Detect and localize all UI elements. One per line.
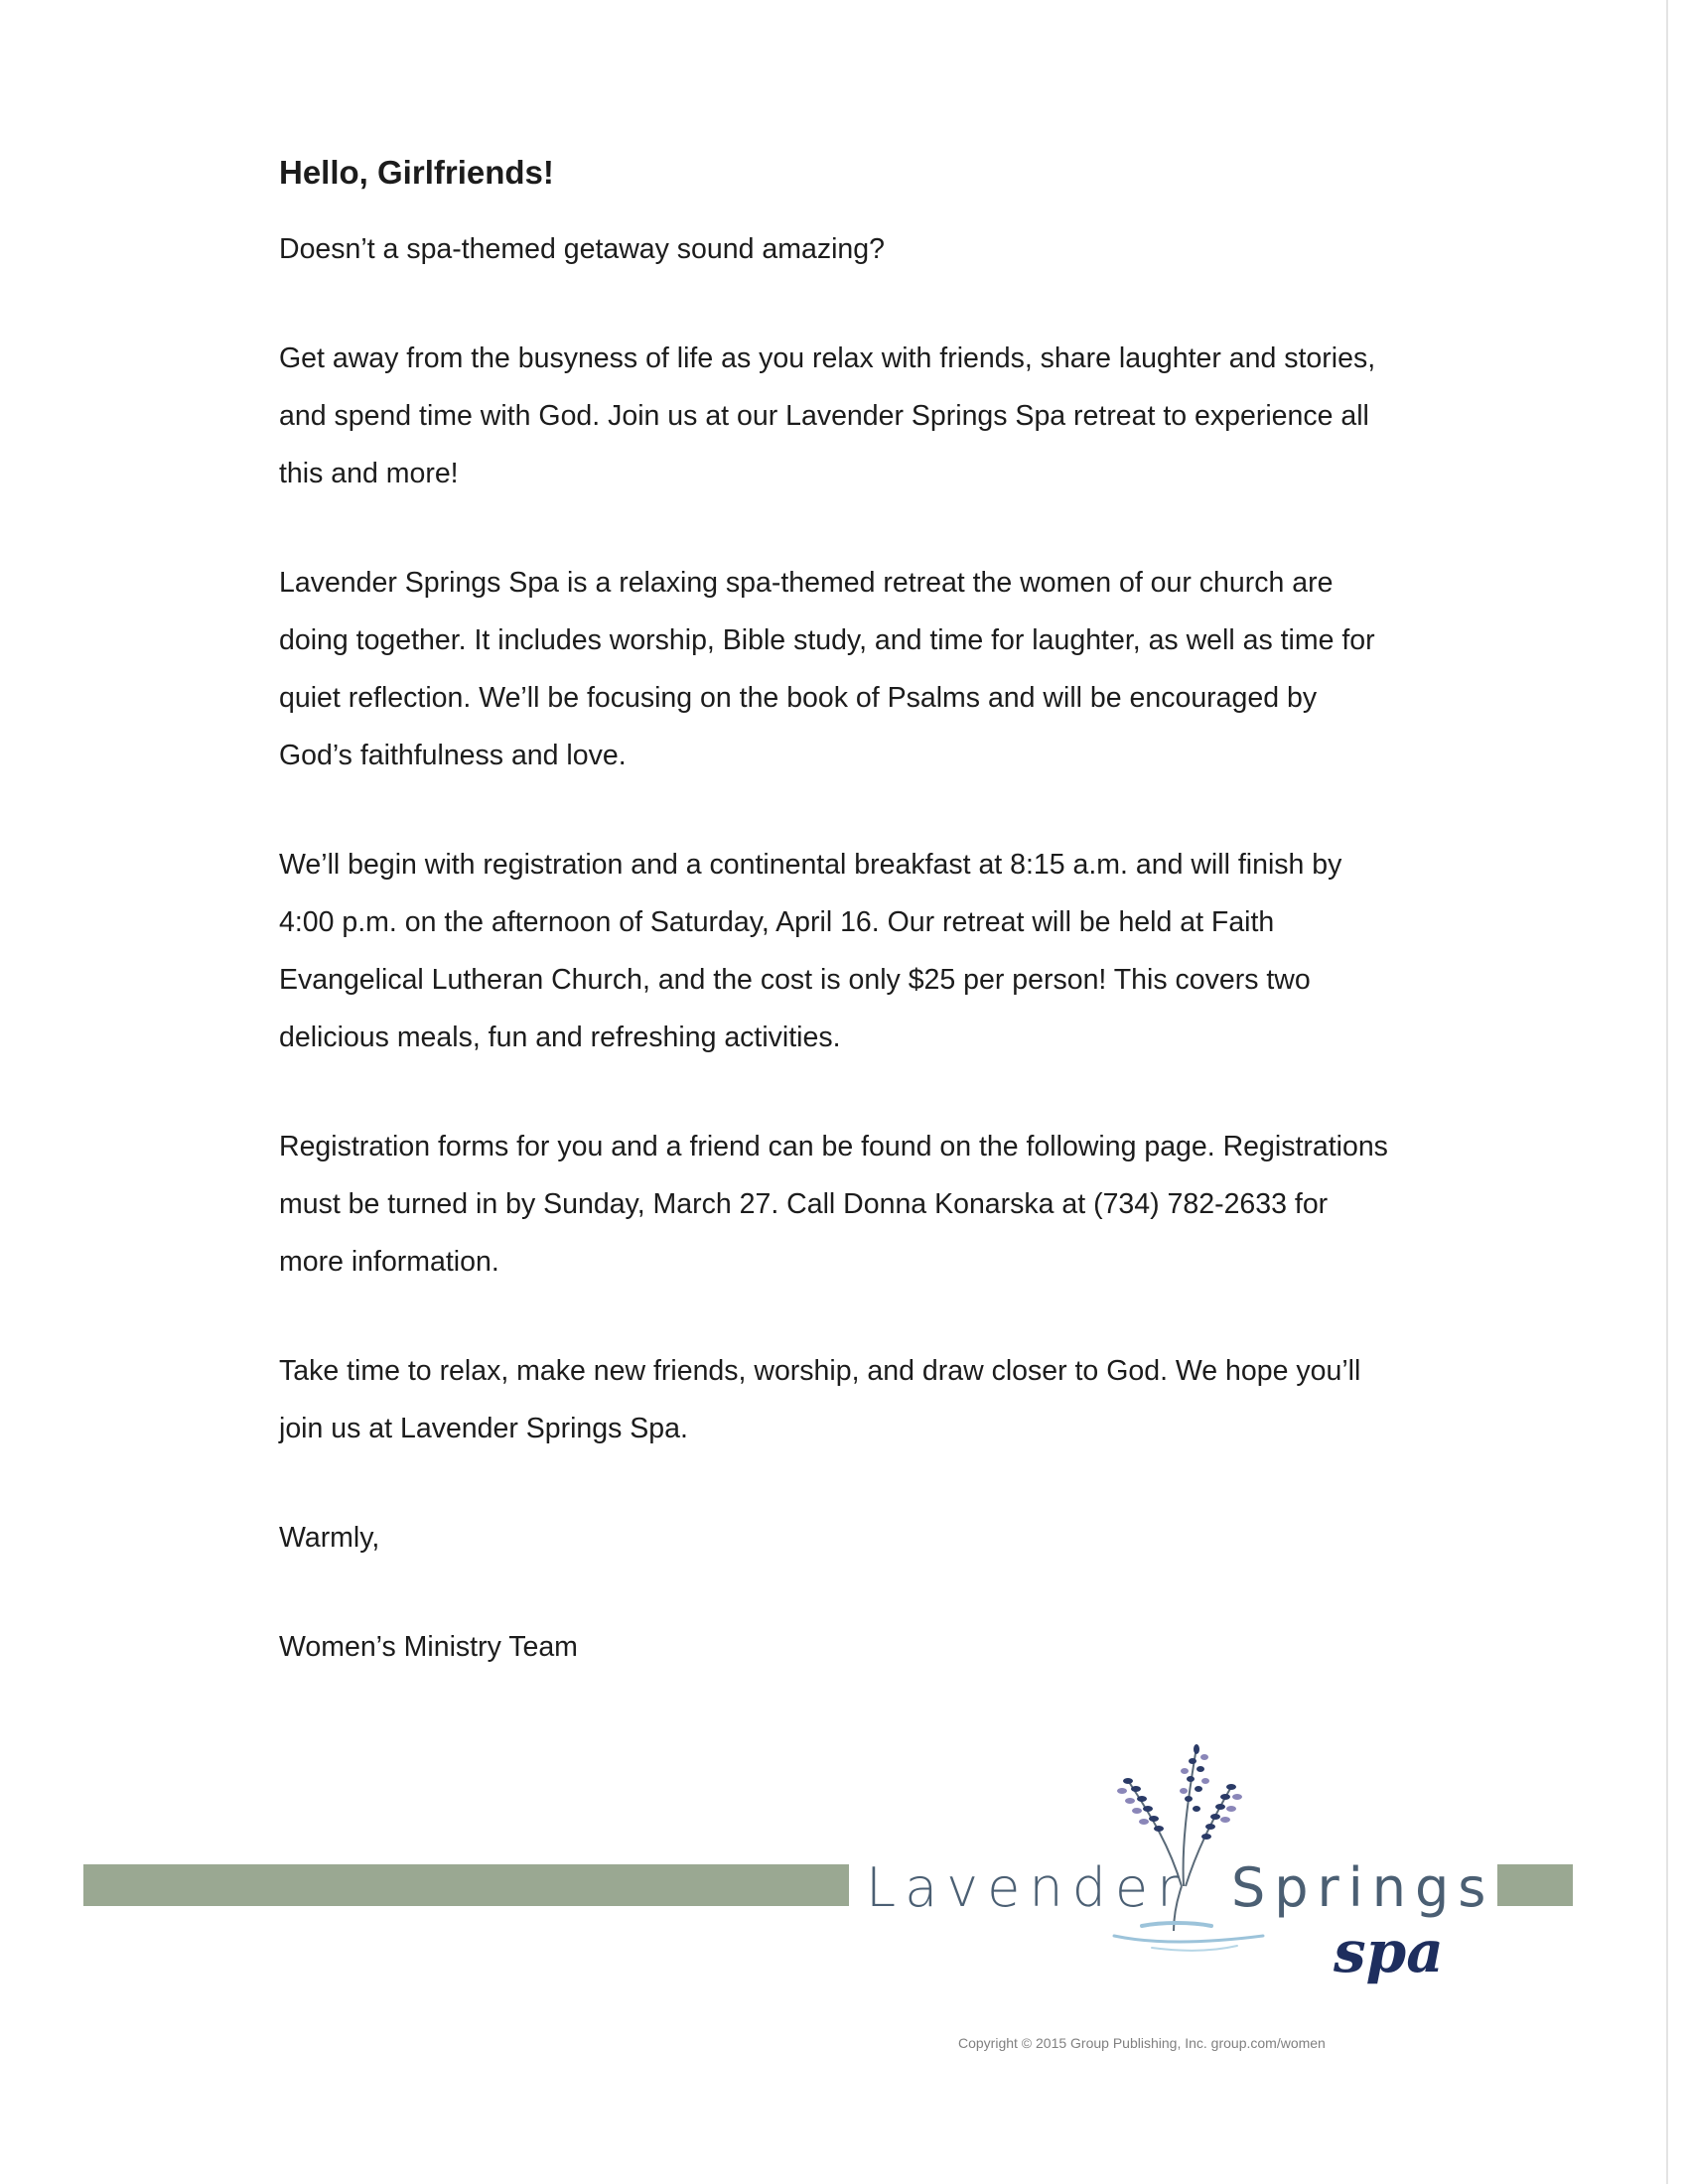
- letter-paragraph-schedule-cost: We’ll begin with registration and a continental breakfast at 8:15 a.m. and will finish by 4:00 p.m. on the afternoon of Saturday, April 16. Our retreat will be held at Faith Evangelical Lutheran Church, and the cost is only $25 per person! This covers two delicious meals, fun and refreshing activities.: [279, 849, 1342, 1053]
- logo-word-springs: Springs: [1231, 1856, 1495, 1919]
- letter-paragraph-intro: Doesn’t a spa-themed getaway sound amazing?: [279, 233, 885, 265]
- letter-paragraph-registration: Registration forms for you and a friend can be found on the following page. Registrations must be turned in by Sunday, March 27. Call Donna Konarska at (734) 782-2633 for more information.: [279, 1131, 1388, 1278]
- logo-word-spa: spa: [1334, 1918, 1444, 1985]
- footer-bar-right: [1497, 1864, 1573, 1906]
- letter-greeting: Hello, Girlfriends!: [279, 154, 554, 191]
- lavender-springs-spa-logo: [854, 1727, 1495, 1995]
- letter-closing: Warmly,: [279, 1522, 380, 1554]
- letter-paragraph-getaway: Get away from the busyness of life as you relax with friends, share laughter and stories, and spend time with God. Join us at our Lavender Springs Spa retreat to experience all this and more!: [279, 342, 1376, 489]
- page-edge-line: [1666, 0, 1668, 2184]
- copyright-line: Copyright © 2015 Group Publishing, Inc. group.com/women: [958, 2035, 1326, 2051]
- letter-paragraph-retreat-description: Lavender Springs Spa is a relaxing spa-themed retreat the women of our church are doing together. It includes worship, Bible study, and time for laughter, as well as time for quiet reflection. We’ll be focusing on the book of Psalms and will be encouraged by God’s faithfulness and love.: [279, 567, 1375, 771]
- letter-signature: Women’s Ministry Team: [279, 1631, 578, 1663]
- logo-word-lavender: Lavender: [866, 1856, 1189, 1919]
- letter-body: [279, 149, 1391, 1676]
- letter-paragraph-invitation: Take time to relax, make new friends, worship, and draw closer to God. We hope you’ll join us at Lavender Springs Spa.: [279, 1355, 1361, 1444]
- footer-bar-left: [83, 1864, 849, 1906]
